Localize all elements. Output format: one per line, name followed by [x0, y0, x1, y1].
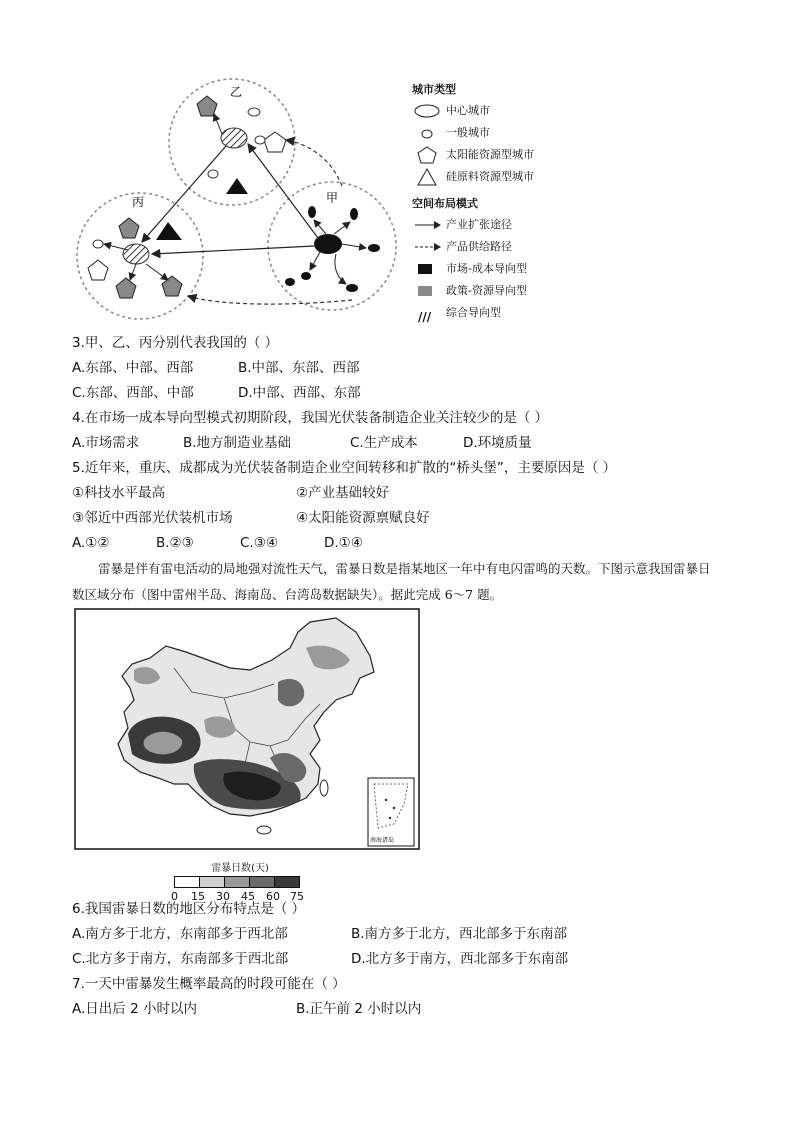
solar-city-icon	[116, 278, 136, 298]
question-6: 6.我国雷暴日数的地区分布特点是（ ）	[72, 901, 306, 917]
legend-title-mode: 空间布局模式	[412, 197, 478, 210]
legend-general-city: 一般城市	[412, 122, 612, 144]
market-city-icon	[308, 206, 316, 218]
thunderstorm-days-map	[74, 608, 420, 850]
general-city-icon	[208, 170, 218, 178]
question-3: 3.甲、乙、丙分别代表我国的（ ）	[72, 335, 279, 351]
q7-option-b: B.正午前 2 小时以内	[296, 1001, 422, 1017]
solar-city-icon	[162, 276, 182, 296]
market-city-icon	[350, 208, 358, 220]
scale-tick-15: 15	[191, 890, 205, 903]
pv-industry-diagram	[70, 74, 410, 324]
intro-paragraph: 雷暴是伴有雷电活动的局地强对流性天气，雷暴日数是指某地区一年中有电闪雷鸣的天数。下图示意我国雷暴日数区域分布（图中雷州半岛、海南岛、台湾岛数据缺失）。据此完成 6～7 题。	[72, 561, 711, 602]
scale-tick-45: 45	[241, 890, 255, 903]
scale-bar	[174, 876, 300, 888]
q5-option-c: C.③④	[240, 535, 278, 551]
diagram-legend	[412, 80, 612, 324]
legend-policy-type: 政策-资源导向型	[412, 280, 612, 302]
market-city-icon	[301, 272, 311, 280]
inset-label: 南海诸岛	[370, 837, 395, 844]
q6-option-c: C.北方多于南方，东南部多于西北部	[72, 951, 289, 967]
q3-option-a: A.东部、中部、西部	[72, 360, 194, 376]
general-city-icon	[255, 136, 265, 144]
market-city-icon	[368, 244, 380, 252]
label-yi: 乙	[230, 85, 243, 99]
q5-statement-2: ②产业基础较好	[296, 485, 390, 501]
legend-silicon-city: 硅原料资源型城市	[412, 166, 612, 188]
label-bing: 丙	[132, 195, 145, 209]
combo-center-city-icon	[221, 128, 247, 148]
question-7: 7.一天中雷暴发生概率最高的时段可能在（ ）	[72, 976, 346, 992]
combo-center-city-icon	[123, 244, 149, 264]
legend-solar-city: 太阳能资源型城市	[412, 144, 612, 166]
q3-option-c: C.东部、西部、中部	[72, 385, 194, 401]
south-sea-inset	[368, 778, 414, 846]
q7-option-a: A.日出后 2 小时以内	[72, 1001, 197, 1017]
legend-center-city: 中心城市	[412, 100, 612, 122]
scale-tick-30: 30	[216, 890, 230, 903]
q6-option-b: B.南方多于北方，西北部多于东南部	[351, 926, 568, 942]
legend-market-type: 市场-成本导向型	[412, 258, 612, 280]
q6-option-a: A.南方多于北方，东南部多于西北部	[72, 926, 288, 942]
q3-option-b: B.中部、东部、西部	[238, 360, 360, 376]
q4-option-d: D.环境质量	[463, 435, 532, 451]
q3-option-d: D.中部、西部、东部	[238, 385, 361, 401]
q5-statement-3: ③邻近中西部光伏装机市场	[72, 510, 233, 526]
market-city-icon	[285, 278, 295, 286]
legend-title-city: 城市类型	[412, 83, 456, 96]
q5-option-b: B.②③	[156, 535, 194, 551]
silicon-city-icon	[226, 178, 248, 194]
silicon-city-icon	[156, 222, 182, 240]
label-jia: 甲	[326, 191, 339, 205]
general-city-icon	[248, 108, 260, 116]
q5-statement-4: ④太阳能资源禀赋良好	[296, 510, 430, 526]
solar-city-icon	[197, 96, 217, 116]
legend-expand-path: 产业扩张途径	[412, 214, 612, 236]
scale-tick-60: 60	[266, 890, 280, 903]
solar-city-icon	[264, 132, 286, 152]
solar-city-icon	[88, 260, 108, 280]
general-city-icon	[93, 240, 103, 248]
market-center-city-icon	[314, 234, 342, 254]
q4-option-b: B.地方制造业基础	[183, 435, 292, 451]
legend-combo-type: /// 综合导向型	[418, 306, 501, 324]
question-4: 4.在市场一成本导向型模式初期阶段，我国光伏装备制造企业关注较少的是（ ）	[72, 410, 549, 426]
q4-option-a: A.市场需求	[72, 435, 140, 451]
q6-option-d: D.北方多于南方，西北部多于东南部	[351, 951, 569, 967]
question-5: 5.近年来，重庆、成都成为光伏装备制造企业空间转移和扩散的“桥头堡”，主要原因是（ ）	[72, 460, 617, 476]
solar-city-icon	[119, 218, 139, 238]
scale-title: 雷暴日数(天)	[211, 863, 269, 874]
q4-option-c: C.生产成本	[350, 435, 418, 451]
hainan-island	[257, 826, 271, 834]
market-city-icon	[346, 284, 358, 292]
scale-tick-0: 0	[171, 890, 178, 903]
q5-option-d: D.①④	[324, 535, 363, 551]
legend-supply-path: 产品供给路径	[412, 236, 612, 258]
q5-statement-1: ①科技水平最高	[72, 485, 166, 501]
scale-tick-75: 75	[290, 890, 304, 903]
taiwan-island	[320, 780, 328, 796]
q5-option-a: A.①②	[72, 535, 110, 551]
